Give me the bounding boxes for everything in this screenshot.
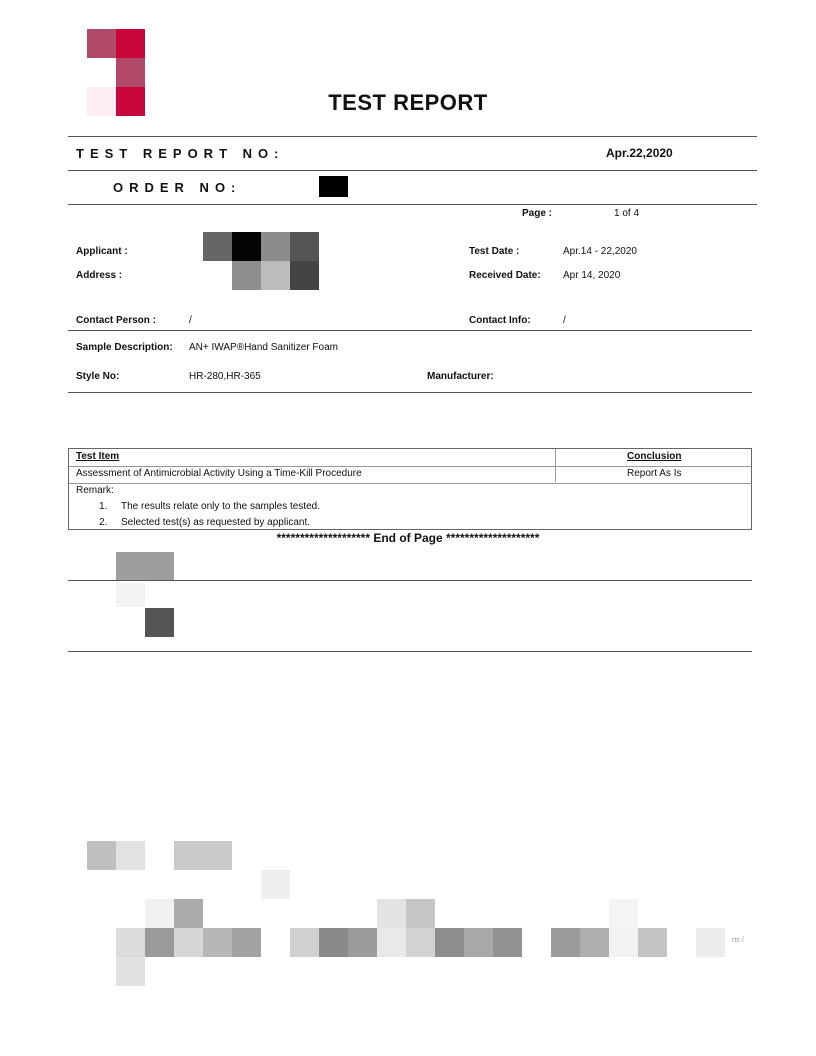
header-conclusion: Conclusion [627,451,682,462]
test-date-value: Apr.14 - 22,2020 [563,246,637,257]
redaction-block [145,928,174,957]
order-no-label: ORDER NO: [113,180,242,195]
redaction-block [261,870,290,899]
redaction-block [232,928,261,957]
sample-description-label: Sample Description: [76,342,173,353]
redaction-block [232,261,261,290]
divider [68,204,757,205]
remark-text: Selected test(s) as requested by applicant. [121,517,310,528]
conclusion-cell: Report As Is [627,468,682,479]
redaction-block [261,261,290,290]
redaction-block [406,928,435,957]
redaction-block [580,928,609,957]
redaction-block [290,928,319,957]
contact-info-value: / [563,315,566,326]
redaction-block [551,928,580,957]
page-label: Page : [522,208,553,219]
redaction-block [609,928,638,957]
redaction-block [174,841,232,870]
redaction-block [116,957,145,986]
header-test-item: Test Item [76,451,120,462]
remark-number: 1. [99,501,108,512]
redacted-order-number [319,176,348,197]
redaction-block [464,928,493,957]
test-item-cell: Assessment of Antimicrobial Activity Using a Time-Kill Procedure [76,468,362,479]
sample-description-value: AN+ IWAP®Hand Sanitizer Foam [189,342,338,353]
redaction-block [319,928,348,957]
redaction-block [145,899,174,928]
received-date-label: Received Date: [469,270,541,281]
redaction-block [174,899,203,928]
remark-number: 2. [99,517,108,528]
test-date-label: Test Date : [469,246,520,257]
remark-label: Remark: [76,485,114,496]
redaction-block [290,232,319,261]
style-no-value: HR-280,HR-365 [189,371,261,382]
applicant-label: Applicant : [76,246,128,257]
redaction-block [290,261,319,290]
contact-info-label: Contact Info: [469,315,531,326]
logo-block [116,58,145,87]
remark-text: The results relate only to the samples tested. [121,501,320,512]
divider [68,651,752,652]
results-table [68,448,752,530]
manufacturer-label: Manufacturer: [427,371,494,382]
style-no-label: Style No: [76,371,120,382]
report-date: Apr.22,2020 [606,146,673,160]
table-header-row [69,449,751,467]
redaction-block [406,899,435,928]
logo-block [87,29,116,58]
received-date-value: Apr 14, 2020 [563,270,621,281]
divider [68,330,752,331]
redaction-block [145,608,174,637]
redaction-block [116,841,145,870]
page-value: 1 of 4 [614,208,640,219]
contact-person-value: / [189,315,192,326]
redaction-block [377,928,406,957]
redaction-block [87,841,116,870]
redaction-block [203,232,232,261]
table-row [69,466,751,484]
redaction-block [493,928,522,957]
redaction-block [232,232,261,261]
divider [68,170,757,171]
logo-block [116,29,145,58]
redaction-block [116,928,145,957]
address-label: Address : [76,270,123,281]
redaction-block [609,899,638,928]
divider [68,136,757,137]
redaction-block [348,928,377,957]
end-of-page-marker: ******************** End of Page ******************** [276,531,540,545]
divider [68,580,752,581]
redaction-block [174,928,203,957]
redaction-block [116,583,145,607]
redaction-block [116,552,174,580]
divider [68,392,752,393]
redaction-block [435,928,464,957]
report-no-label: TEST REPORT NO: [76,146,285,161]
redaction-block [203,928,232,957]
footer-text-fragment: rts / [732,937,744,944]
document-title: TEST REPORT [328,90,488,115]
contact-person-label: Contact Person : [76,315,157,326]
redaction-block [377,899,406,928]
redaction-block [638,928,667,957]
redaction-block [696,928,725,957]
redaction-block [261,232,290,261]
